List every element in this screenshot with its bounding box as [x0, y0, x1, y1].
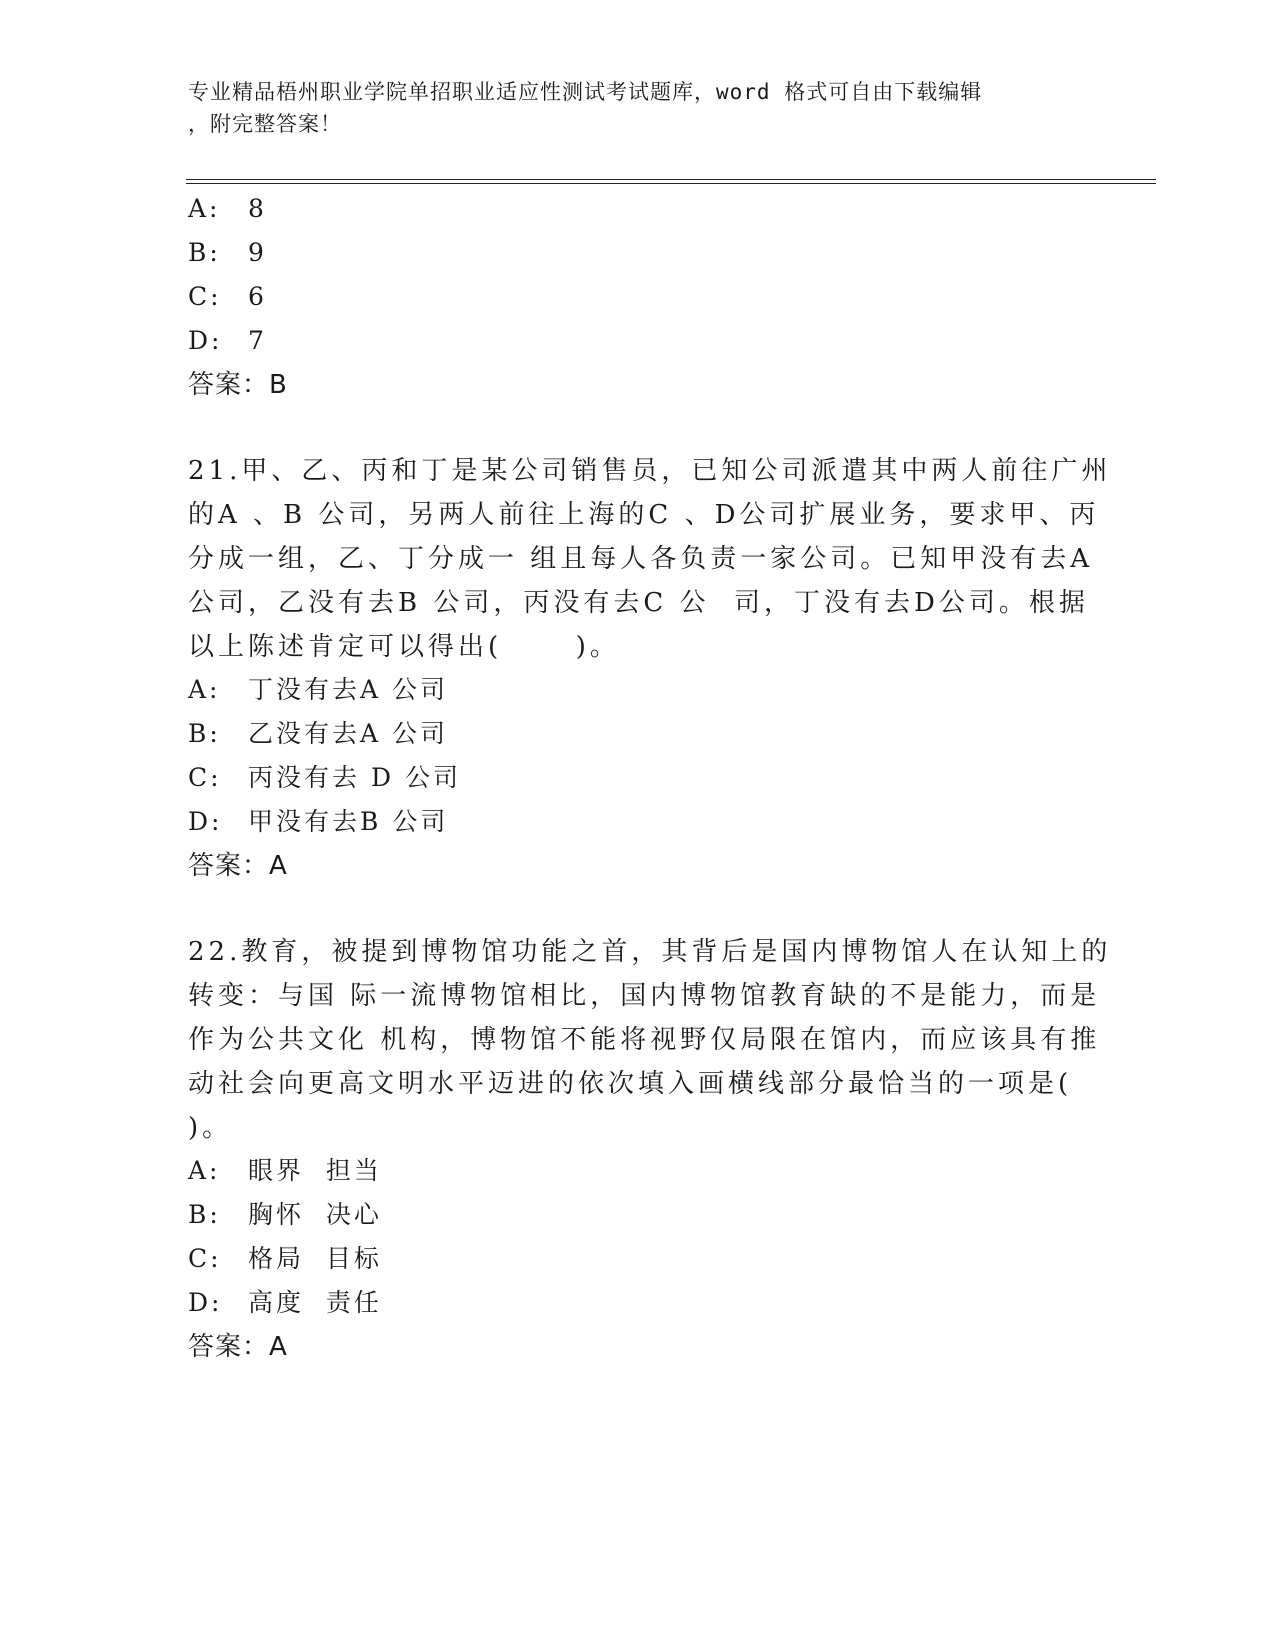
- document-header: [188, 76, 1068, 140]
- q20-option-a: A: 8: [188, 194, 267, 223]
- q20-option-b: B: 9: [188, 238, 267, 267]
- q22-answer: 答案：A: [188, 1332, 288, 1362]
- q21-text-line-2: 的A 、B 公司，另两人前往上海的C 、D公司扩展业务，要求甲、丙: [188, 500, 1100, 530]
- q20-option-d: D: 7: [188, 326, 267, 355]
- header-line-1: 专业精品梧州职业学院单招职业适应性测试考试题库，word 格式可自由下载编辑: [188, 80, 983, 104]
- q22-option-b: B: 胸怀 决心: [188, 1200, 382, 1229]
- q21-option-b: B: 乙没有去A 公司: [188, 719, 449, 748]
- q21-option-a: A: 丁没有去A 公司: [188, 675, 449, 704]
- q22-option-c: C: 格局 目标: [188, 1244, 382, 1273]
- q21-text-line-4: 公司，乙没有去B 公司，丙没有去C 公 司，丁没有去D公司。根据: [188, 588, 1089, 618]
- q22-option-a: A: 眼界 担当: [188, 1156, 382, 1185]
- q21-text-line-5: 以上陈述肯定可以得出( )。: [188, 632, 620, 662]
- header-line-2: ，附完整答案！: [188, 112, 342, 136]
- q22-option-d: D: 高度 责任: [188, 1288, 382, 1317]
- q22-text-line-4: 动社会向更高文明水平迈进的依次填入画横线部分最恰当的一项是(: [188, 1069, 1073, 1099]
- q21-text-line-1: 21.甲、乙、丙和丁是某公司销售员，已知公司派遣其中两人前往广州: [188, 456, 1112, 486]
- q21-option-c: C: 丙没有去 D 公司: [188, 763, 461, 792]
- q20-answer: 答案：B: [188, 370, 288, 400]
- q21-answer: 答案：A: [188, 851, 288, 881]
- header-rule-top: [186, 179, 1156, 180]
- q22-text-line-2: 转变：与国 际一流博物馆相比，国内博物馆教育缺的不是能力，而是: [188, 981, 1101, 1011]
- header-rule-bottom: [186, 183, 1156, 184]
- q20-option-c: C: 6: [188, 282, 267, 311]
- q22-text-line-1: 22.教育，被提到博物馆功能之首，其背后是国内博物馆人在认知上的: [188, 937, 1112, 967]
- q21-text-line-3: 分成一组，乙、丁分成一 组且每人各负责一家公司。已知甲没有去A: [188, 544, 1094, 574]
- q22-text-line-3: 作为公共文化 机构，博物馆不能将视野仅局限在馆内，而应该具有推: [188, 1025, 1101, 1055]
- q22-text-line-5: )。: [188, 1113, 233, 1143]
- q21-option-d: D: 甲没有去B 公司: [188, 807, 449, 836]
